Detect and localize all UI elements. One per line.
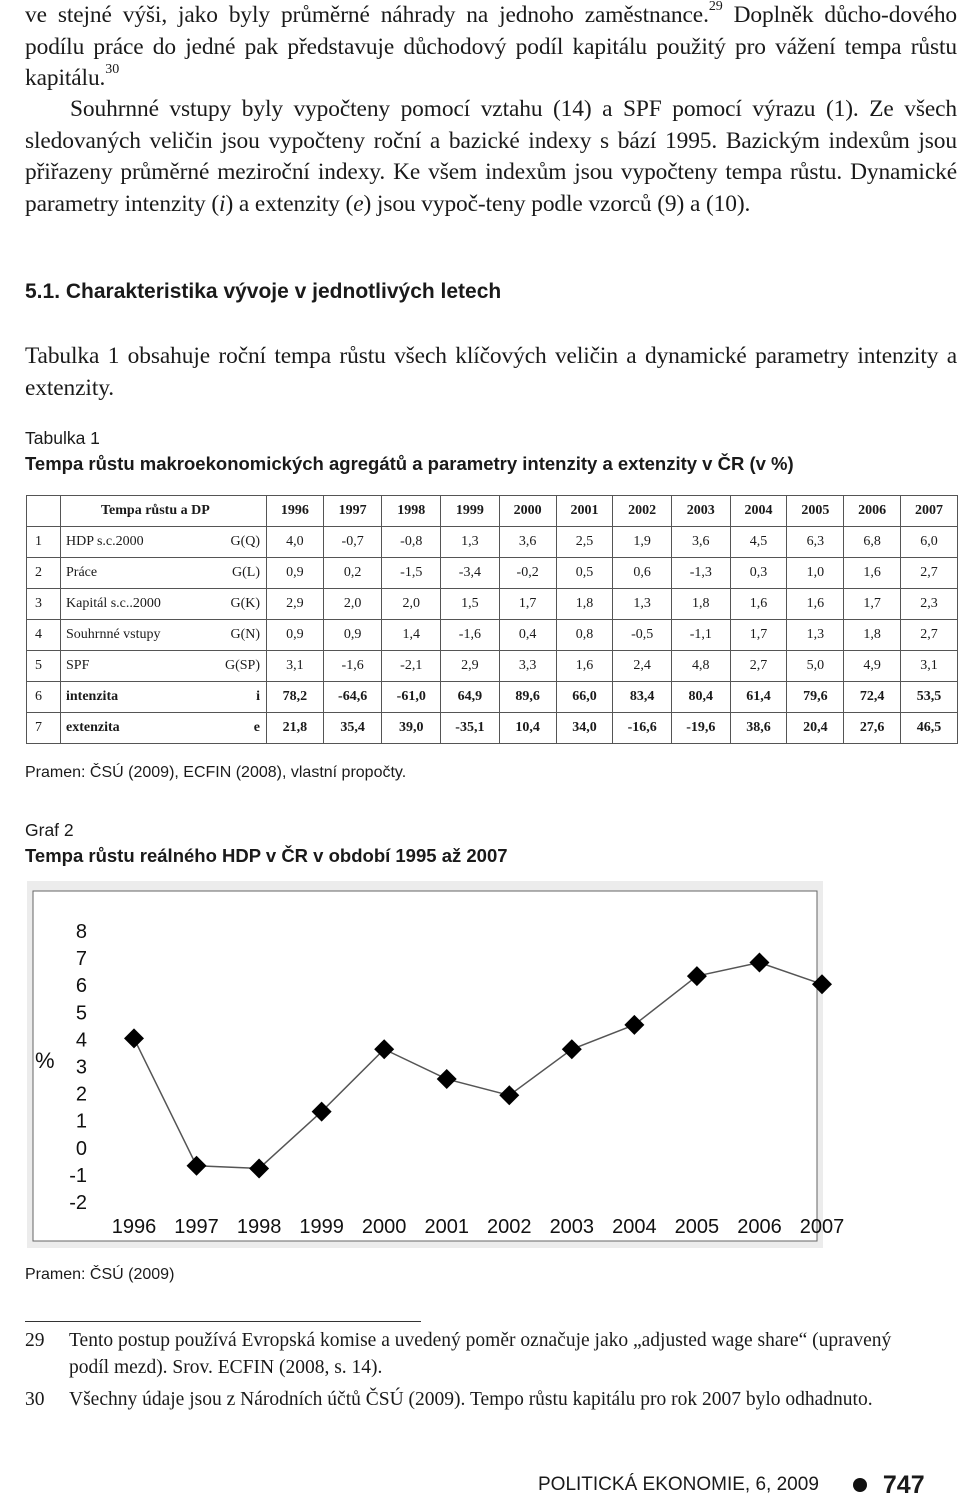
y-tick-label: 8 — [75, 921, 87, 943]
table-cell: 1,7 — [499, 589, 556, 620]
header-year: 2001 — [556, 496, 613, 527]
table-cell: 1,5 — [441, 589, 500, 620]
bullet-icon — [853, 1478, 867, 1492]
table-cell: 1,8 — [671, 589, 730, 620]
table-cell: -1,6 — [323, 651, 382, 682]
row-symbol: G(Q) — [191, 527, 267, 558]
journal-name: POLITICKÁ EKONOMIE, 6, 2009 — [538, 1474, 819, 1495]
table-cell: 1,3 — [441, 527, 500, 558]
table-cell: 80,4 — [671, 682, 730, 713]
table-cell: 2,9 — [441, 651, 500, 682]
x-tick-label: 2003 — [549, 1216, 595, 1238]
header-year: 1997 — [323, 496, 382, 527]
table-cell: -61,0 — [382, 682, 441, 713]
table-cell: 1,8 — [556, 589, 613, 620]
page-number: 747 — [882, 1470, 925, 1499]
row-label: HDP s.c.2000 — [61, 527, 191, 558]
y-tick-label: -1 — [69, 1164, 87, 1187]
table-row — [27, 527, 958, 558]
y-tick-label: 6 — [75, 975, 87, 998]
x-tick-label: 2007 — [799, 1216, 845, 1238]
paragraph-2-end: ) jsou vypoč-teny podle vzorců (9) a (10). — [363, 190, 751, 217]
row-number: 6 — [27, 682, 61, 713]
y-axis-label: % — [35, 1048, 55, 1073]
table-cell: 2,7 — [901, 620, 958, 651]
row-number: 4 — [27, 620, 61, 651]
footnote-rule — [25, 1321, 421, 1322]
table-cell: -1,6 — [441, 620, 500, 651]
data-table — [26, 495, 958, 744]
table-cell: 64,9 — [441, 682, 500, 713]
table-cell: 66,0 — [556, 682, 613, 713]
header-label: Tempa růstu a DP — [61, 496, 267, 527]
y-tick-label: 1 — [75, 1110, 87, 1133]
row-symbol: e — [191, 713, 267, 744]
paragraph-2-text: Souhrnné vstupy byly vypočteny pomocí vztahu (14) a SPF pomocí výrazu (1). Ze všech sledovaných veličin jsou vypočteny roční a bazické indexy s bází 1995. Bazickým indexům jsou přiřazeny průměrné meziroční indexy. Ke všem indexům jsou vypočteny tempa růstu. Dynamické parametry intenzity ( — [25, 96, 957, 217]
footnote-29 — [25, 1327, 925, 1381]
table-cell: 2,0 — [323, 589, 382, 620]
row-number: 7 — [27, 713, 61, 744]
table-cell: 3,6 — [671, 527, 730, 558]
table-cell: 10,4 — [499, 713, 556, 744]
table-cell: 79,6 — [787, 682, 844, 713]
header-year: 2004 — [730, 496, 787, 527]
section-heading: 5.1. Charakteristika vývoje v jednotlivých letech — [25, 280, 502, 303]
table-cell: 4,8 — [671, 651, 730, 682]
table-cell: 2,7 — [901, 558, 958, 589]
table-cell: 1,6 — [730, 589, 787, 620]
x-tick-label: 2005 — [674, 1216, 720, 1238]
row-number: 2 — [27, 558, 61, 589]
table-row — [27, 682, 958, 713]
table-cell: 1,9 — [613, 527, 672, 558]
table-cell: 1,0 — [787, 558, 844, 589]
table-cell: 39,0 — [382, 713, 441, 744]
paragraph-3 — [25, 341, 957, 404]
y-tick-label: 3 — [75, 1056, 87, 1079]
table-source: Pramen: ČSÚ (2009), ECFIN (2008), vlastní propočty. — [25, 764, 407, 781]
y-tick-label: -2 — [69, 1192, 87, 1214]
row-symbol: G(L) — [191, 558, 267, 589]
table-cell: 3,1 — [267, 651, 324, 682]
table-row — [27, 589, 958, 620]
table-cell: 1,4 — [382, 620, 441, 651]
table-cell: -19,6 — [671, 713, 730, 744]
symbol-e: e — [353, 190, 364, 217]
x-tick-label: 2004 — [612, 1216, 657, 1238]
table-cell: 0,3 — [730, 558, 787, 589]
x-tick-label: 1997 — [174, 1216, 219, 1238]
x-tick-label: 1998 — [236, 1216, 282, 1238]
table-header-row — [27, 496, 958, 527]
table-cell: -3,4 — [441, 558, 500, 589]
table-cell: 0,2 — [323, 558, 382, 589]
table-cell: -0,2 — [499, 558, 556, 589]
table-cell: -1,5 — [382, 558, 441, 589]
paragraph-1-text-a: ve stejné výši, jako byly průměrné náhrady na jednoho zaměstnance. — [25, 2, 709, 28]
symbol-i: i — [219, 190, 226, 217]
x-tick-label: 1996 — [111, 1216, 157, 1238]
row-label: Práce — [61, 558, 191, 589]
footnote-ref-30[interactable]: 30 — [105, 62, 120, 78]
x-tick-label: 2001 — [424, 1216, 469, 1238]
table-cell: 0,9 — [323, 620, 382, 651]
table-cell: 2,7 — [730, 651, 787, 682]
table-cell: 6,0 — [901, 527, 958, 558]
table-cell: 4,0 — [267, 527, 324, 558]
x-tick-label: 2000 — [361, 1216, 407, 1238]
footnote-ref-29[interactable]: 29 — [708, 0, 723, 15]
table-cell: -0,5 — [613, 620, 672, 651]
footnote-number: 29 — [25, 1330, 45, 1351]
header-year: 1998 — [382, 496, 441, 527]
table-cell: 35,4 — [323, 713, 382, 744]
chart-area — [27, 881, 845, 1248]
table-cell: 89,6 — [499, 682, 556, 713]
table-row — [27, 558, 958, 589]
row-label: intenzita — [61, 682, 191, 713]
paragraph-2 — [25, 94, 957, 220]
header-empty — [27, 496, 61, 527]
graph-source: Pramen: ČSÚ (2009) — [25, 1266, 175, 1283]
row-label: Kapitál s.c..2000 — [61, 589, 191, 620]
x-tick-label: 2002 — [487, 1216, 532, 1238]
table-cell: 83,4 — [613, 682, 672, 713]
table-cell: 34,0 — [556, 713, 613, 744]
table-cell: 78,2 — [267, 682, 324, 713]
row-symbol: G(N) — [191, 620, 267, 651]
row-symbol: i — [191, 682, 267, 713]
table-cell: 3,1 — [901, 651, 958, 682]
x-tick-label: 1999 — [299, 1216, 344, 1238]
x-tick-label: 2006 — [737, 1216, 782, 1238]
graph-label: Graf 2 — [25, 820, 74, 840]
table-cell: 4,5 — [730, 527, 787, 558]
y-tick-label: 5 — [75, 1002, 87, 1025]
y-tick-label: 7 — [75, 948, 87, 971]
header-year: 1999 — [441, 496, 500, 527]
table-cell: 6,3 — [787, 527, 844, 558]
table-cell: -35,1 — [441, 713, 500, 744]
header-year: 2005 — [787, 496, 844, 527]
table-cell: -1,3 — [671, 558, 730, 589]
y-tick-label: 0 — [75, 1137, 87, 1160]
footnote-text: Všechny údaje jsou z Národních účtů ČSÚ (2009). Tempo růstu kapitálu pro rok 2007 bylo odhadnuto. — [69, 1389, 873, 1410]
table-row — [27, 620, 958, 651]
y-tick-label: 2 — [75, 1083, 87, 1106]
table-cell: 1,8 — [844, 620, 901, 651]
plot-frame — [33, 891, 817, 1241]
table-cell: 46,5 — [901, 713, 958, 744]
header-year: 2006 — [844, 496, 901, 527]
y-tick-label: 4 — [75, 1029, 87, 1052]
table-cell: -2,1 — [382, 651, 441, 682]
table-cell: 6,8 — [844, 527, 901, 558]
table-cell: 4,9 — [844, 651, 901, 682]
table-cell: 72,4 — [844, 682, 901, 713]
table-cell: -0,8 — [382, 527, 441, 558]
row-symbol: G(SP) — [191, 651, 267, 682]
table-cell: 1,6 — [787, 589, 844, 620]
table-label: Tabulka 1 — [25, 428, 100, 448]
header-year: 1996 — [267, 496, 324, 527]
table-cell: 21,8 — [267, 713, 324, 744]
table-cell: 0,4 — [499, 620, 556, 651]
footnote-number: 30 — [25, 1389, 45, 1410]
table-cell: 2,9 — [267, 589, 324, 620]
table-cell: 5,0 — [787, 651, 844, 682]
table-cell: 38,6 — [730, 713, 787, 744]
table-cell: 61,4 — [730, 682, 787, 713]
table-cell: 1,7 — [730, 620, 787, 651]
table-cell: 2,4 — [613, 651, 672, 682]
row-label: SPF — [61, 651, 191, 682]
table-cell: 2,0 — [382, 589, 441, 620]
table-cell: 0,9 — [267, 620, 324, 651]
table-row — [27, 713, 958, 744]
header-year: 2002 — [613, 496, 672, 527]
table-cell: -16,6 — [613, 713, 672, 744]
table-cell: 1,7 — [844, 589, 901, 620]
paragraph-3-text: Tabulka 1 obsahuje roční tempa růstu všech klíčových veličin a dynamické parametry intenzity a extenzity. — [25, 343, 957, 401]
footnote-30 — [25, 1386, 925, 1413]
row-number: 5 — [27, 651, 61, 682]
table-title: Tempa růstu makroekonomických agregátů a parametry intenzity a extenzity v ČR (v %) — [25, 453, 794, 474]
table-cell: 53,5 — [901, 682, 958, 713]
table-cell: 3,3 — [499, 651, 556, 682]
row-number: 1 — [27, 527, 61, 558]
table-cell: 0,9 — [267, 558, 324, 589]
paragraph-1 — [25, 0, 957, 95]
paragraph-1-text-b: Doplněk důcho-dového podílu práce do jedné pak představuje důchodový podíl kapitálu použitý pro vážení tempa růstu kapitálu. — [25, 2, 958, 91]
table-cell: -1,1 — [671, 620, 730, 651]
row-number: 3 — [27, 589, 61, 620]
table-cell: 2,5 — [556, 527, 613, 558]
header-year: 2007 — [901, 496, 958, 527]
table-cell: -0,7 — [323, 527, 382, 558]
table-cell: 1,3 — [787, 620, 844, 651]
graph-title: Tempa růstu reálného HDP v ČR v období 1995 až 2007 — [25, 845, 508, 866]
row-label: Souhrnné vstupy — [61, 620, 191, 651]
table-cell: 3,6 — [499, 527, 556, 558]
table-cell: 1,6 — [844, 558, 901, 589]
table-cell: 20,4 — [787, 713, 844, 744]
table-cell: -64,6 — [323, 682, 382, 713]
gdp-growth-line-chart — [27, 881, 845, 1248]
table-row — [27, 651, 958, 682]
page-footer — [538, 1467, 925, 1503]
table-cell: 0,5 — [556, 558, 613, 589]
table-cell: 1,3 — [613, 589, 672, 620]
paragraph-2-mid: ) a extenzity ( — [225, 190, 354, 217]
table-cell: 0,6 — [613, 558, 672, 589]
table-cell: 2,3 — [901, 589, 958, 620]
table-cell: 0,8 — [556, 620, 613, 651]
row-symbol: G(K) — [191, 589, 267, 620]
row-label: extenzita — [61, 713, 191, 744]
footnote-text: Tento postup používá Evropská komise a uvedený poměr označuje jako „adjusted wage share“ (upravený podíl mezd). Srov. ECFIN (2008, s. 14). — [69, 1330, 892, 1378]
table-cell: 1,6 — [556, 651, 613, 682]
header-year: 2003 — [671, 496, 730, 527]
header-year: 2000 — [499, 496, 556, 527]
table-cell: 27,6 — [844, 713, 901, 744]
